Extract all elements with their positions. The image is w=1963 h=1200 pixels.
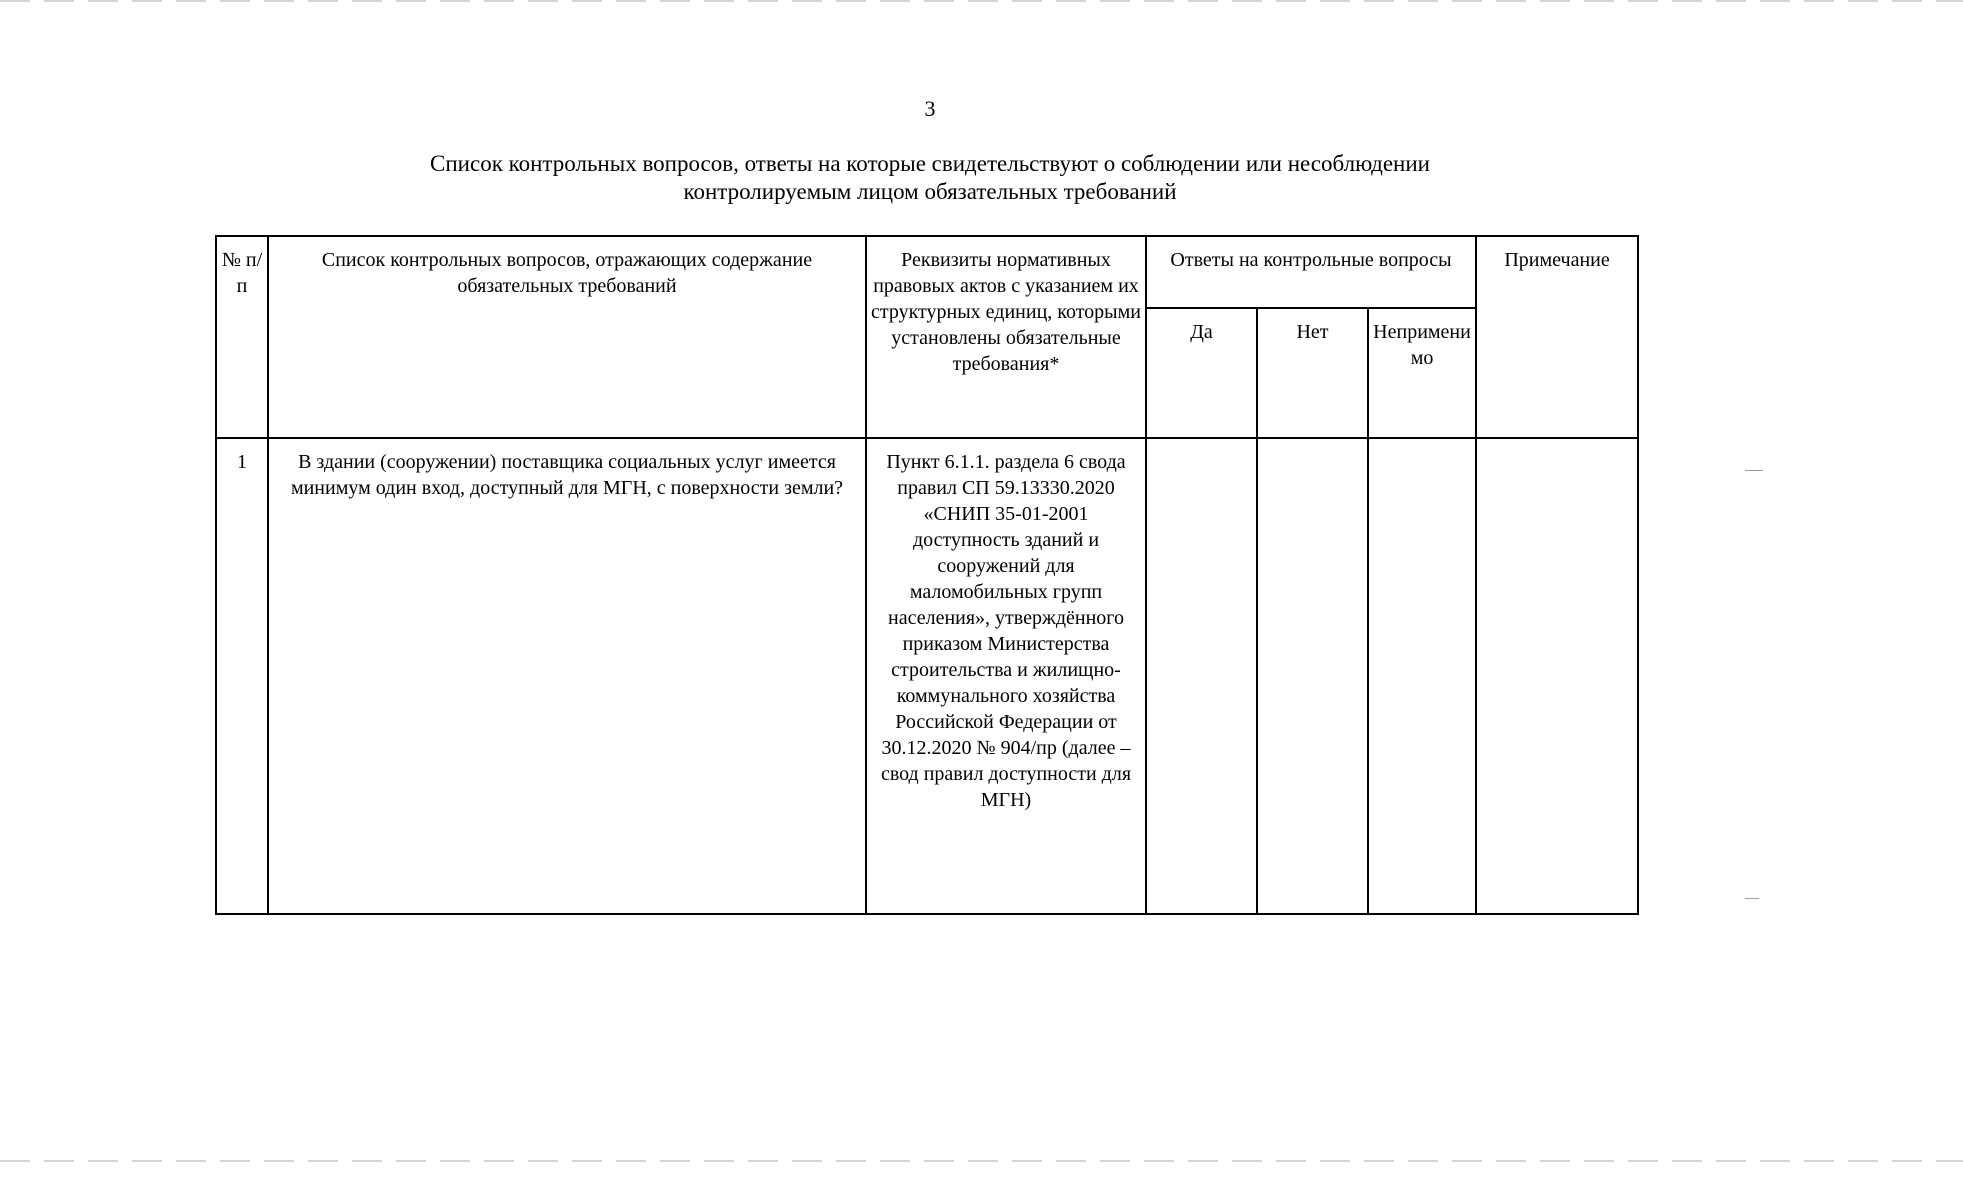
- row-num: 1: [216, 438, 268, 914]
- header-yes: Да: [1146, 308, 1257, 438]
- row-question: В здании (сооружении) поставщика социальных услуг имеется минимум один вход, доступный для МГН, с поверхности земли?: [268, 438, 866, 914]
- row-requisites: Пункт 6.1.1. раздела 6 свода правил СП 59.13330.2020 «СНИП 35-01-2001 доступность зданий и сооружений для маломобильных групп населения», утверждённого приказом Министерства строительства и жилищно-коммунального хозяйства Российской Федерации от 30.12.2020 № 904/пр (далее – свод правил доступности для МГН): [866, 438, 1146, 914]
- header-num: № п/п: [216, 236, 268, 438]
- margin-mark-bottom: [1745, 898, 1759, 899]
- table-row: [216, 438, 1638, 914]
- header-answers: Ответы на контрольные вопросы: [1146, 236, 1476, 308]
- document-title: [240, 150, 1620, 206]
- document-title-line-1: Список контрольных вопросов, ответы на которые свидетельствуют о соблюдении или несоблюдении: [430, 151, 1430, 176]
- page-number: 3: [924, 96, 936, 121]
- row-answer-yes[interactable]: [1146, 438, 1257, 914]
- row-note[interactable]: [1476, 438, 1638, 914]
- checklist-table: [215, 235, 1639, 915]
- table-header-row: [216, 236, 1638, 308]
- header-question: Список контрольных вопросов, отражающих содержание обязательных требований: [268, 236, 866, 438]
- header-note: Примечание: [1476, 236, 1638, 438]
- header-na: Неприменимо: [1368, 308, 1476, 438]
- header-requisites: Реквизиты нормативных правовых актов с указанием их структурных единиц, которыми установлены обязательные требования*: [866, 236, 1146, 438]
- row-answer-na[interactable]: [1368, 438, 1476, 914]
- row-answer-no[interactable]: [1257, 438, 1368, 914]
- document-title-line-2: контролируемым лицом обязательных требований: [683, 179, 1177, 204]
- scan-top-edge: [0, 0, 1963, 2]
- scan-bottom-edge: [0, 1160, 1963, 1162]
- margin-mark-top: [1745, 470, 1763, 471]
- header-no: Нет: [1257, 308, 1368, 438]
